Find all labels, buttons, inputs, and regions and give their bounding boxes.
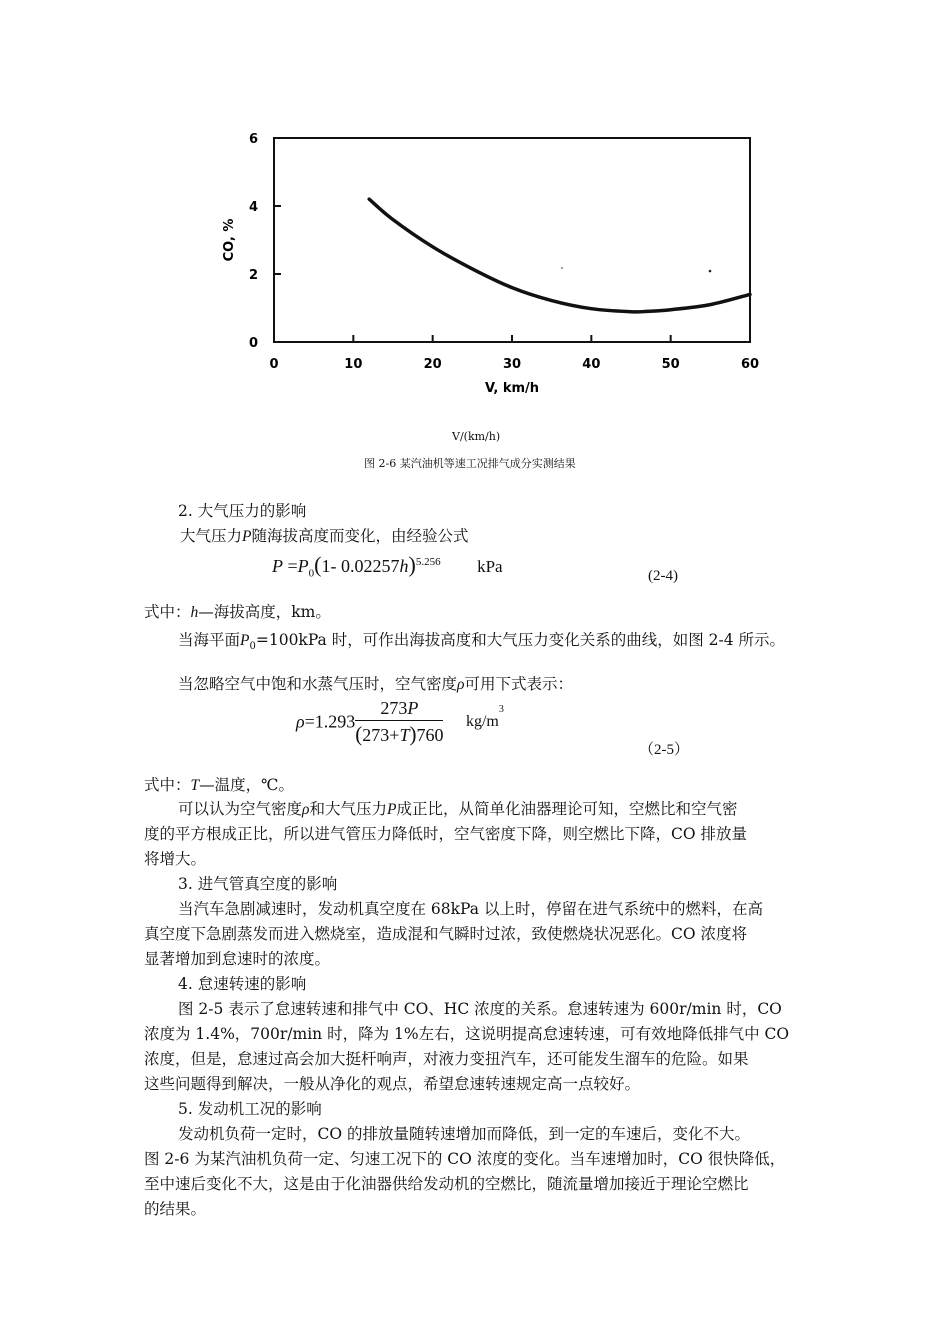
formula-2-5 [296,696,504,748]
section3-line: 真空度下急剧蒸发而进入燃烧室，造成混和气瞬时过浓，致使燃烧状况恶化。CO 浓度将 [144,925,747,943]
var-p: P [242,528,252,545]
speck-mark [709,270,712,273]
para-rho: ρ [302,801,310,818]
y-tick-label: 0 [248,336,258,351]
y-tick-label: 2 [248,268,258,283]
den-b: 760 [416,725,444,745]
section3-line: 当汽车急剧减速时，发动机真空度在 68kPa 以上时，停留在进气系统中的燃料，在高 [178,900,763,918]
sea-text-b: =100kPa 时，可作出海拔高度和大气压力变化关系的曲线，如图 2-4 所示。 [255,631,786,649]
para-b: 和大气压力 [309,800,387,818]
formula-p0-sub: 0 [308,567,315,580]
formula2-denominator [355,721,443,748]
formula2-unit-exp: 3 [498,704,504,716]
formula-h: h [399,556,409,576]
den-open: ( [355,722,363,746]
var-t: T [190,777,200,794]
where-t [144,774,294,797]
var-p0: P [240,632,250,649]
where2-label: 式中： [144,776,191,794]
para-a: 可以认为空气密度 [178,800,303,818]
den-a: 273+ [362,725,400,745]
section3-line: 显著增加到怠速时的浓度。 [144,950,331,968]
section4-line: 浓度为 1.4%，700r/min 时，降为 1%左右，这说明提高怠速转速，可有效地降低排气中 CO [144,1025,790,1043]
formula-paren-open: ( [314,552,322,577]
rho-line [178,673,573,696]
section4-heading: 4. 怠速转速的影响 [178,975,307,993]
formula-exp: 5.256 [415,556,441,568]
x-tick-label: 50 [661,357,680,372]
x-tick-label: 40 [582,357,601,372]
figure-x-caption: V/(km/h) [452,430,501,443]
var-h: h [190,604,199,621]
x-tick-label: 10 [344,357,363,372]
x-tick-label: 30 [502,357,522,372]
intro-text-a: 大气压力 [180,527,243,545]
co-series-line [369,199,750,312]
section2-intro [180,525,469,548]
formula-paren-close: ) [408,552,416,577]
section3-heading: 3. 进气管真空度的影响 [178,875,338,893]
num-var: P [407,698,419,718]
formula2-unit: kg/m [465,713,499,730]
formula-2-4 [272,552,503,580]
y-tick-label: 6 [248,132,258,147]
formula-unit: kPa [477,557,503,576]
speck-mark [561,267,563,269]
den-var: T [399,725,410,745]
section4-line: 浓度，但是，怠速过高会加大挺杆响声，对液力变扭汽车，还可能发生溜车的危险。如果 [144,1050,749,1068]
formula-eq: = [287,556,298,576]
formula2-eq: =1.293 [304,711,356,732]
intro-text-b: 随海拔高度而变化，由经验公式 [251,527,469,545]
formula-2-5-number: （2-5） [639,742,689,758]
x-tick-label: 60 [740,357,760,372]
formula-lhs: P [272,556,283,576]
formula-body: 1- 0.02257 [321,556,400,576]
sea-level-line [178,629,785,658]
section5-heading: 5. 发动机工况的影响 [178,1100,322,1118]
y-tick-label: 4 [248,200,258,215]
density-paragraph-line3: 将增大。 [144,850,207,868]
section4-line: 这些问题得到解决，一般从净化的观点，希望怠速转速规定高一点较好。 [144,1075,641,1093]
sea-text-a: 当海平面 [178,631,241,649]
where-h [144,601,331,624]
figure-caption: 图 2-6 某汽油机等速工况排气成分实测结果 [364,457,576,470]
formula-2-4-number: (2-4) [648,568,678,584]
where-label: 式中： [144,603,191,621]
density-paragraph-line2: 度的平方根成正比，所以进气管压力降低时，空气密度下降，则空燃比下降，CO 排放量 [144,825,747,843]
formula2-lhs: ρ [296,711,305,732]
num-a: 273 [380,698,408,718]
x-axis-label: V, km/h [484,381,540,396]
where2-text: —温度，℃。 [199,776,294,794]
section5-line: 图 2-6 为某汽油机负荷一定、匀速工况下的 CO 浓度的变化。当车速增加时，CO 很快降低， [144,1150,786,1168]
where-text: —海拔高度，km。 [198,603,331,621]
x-tick-label: 20 [423,357,442,372]
formula2-fraction [355,696,443,748]
para-p: P [386,801,397,818]
var-rho: ρ [457,676,465,693]
co-speed-chart [200,120,780,410]
y-axis-label: CO, % [222,218,237,262]
plot-frame [274,138,750,342]
x-tick-label: 0 [269,357,279,372]
section5-line: 至中速后变化不大，这是由于化油器供给发动机的空燃比，随流量增加接近于理论空燃比 [144,1175,749,1193]
formula2-numerator [355,696,443,721]
rho-text-b: 可用下式表示： [464,675,573,693]
section5-line: 发动机负荷一定时，CO 的排放量随转速增加而降低，到一定的车速后，变化不大。 [178,1125,750,1143]
rho-text-a: 当忽略空气中饱和水蒸气压时，空气密度 [178,675,458,693]
section5-line: 的结果。 [144,1200,207,1218]
density-paragraph-line1 [178,798,737,821]
section2-heading: 2. 大气压力的影响 [178,502,307,520]
section4-line: 图 2-5 表示了怠速转速和排气中 CO、HC 浓度的关系。怠速转速为 600r/min 时，CO [178,1000,782,1018]
var-p0-sub: 0 [249,641,256,653]
para-c: 成正比，从简单化油器理论可知，空燃比和空气密 [396,800,738,818]
den-close: ) [409,722,417,746]
formula-p0: P [297,556,309,576]
